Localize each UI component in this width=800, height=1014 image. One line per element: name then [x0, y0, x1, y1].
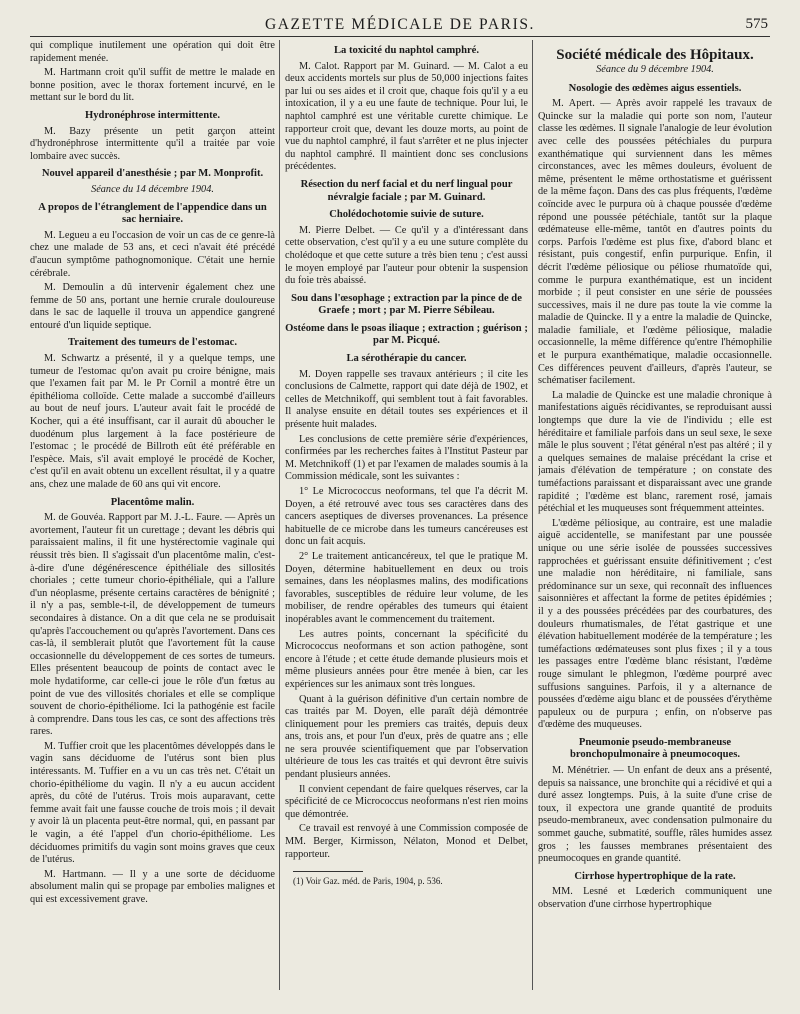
header-rule — [30, 36, 770, 37]
paragraph: M. Calot. Rapport par M. Guinard. — M. Calot a eu deux accidents mortels sur plus de 50,000 injections faites par lui ou ses aides et il croit que, chaque fois qu'il y a eu intoxication, il y a eu une faute de technique. Pour lui, le naphtol camphré est une véritable curette chimique. Le rapporteur croit que, devant les douze morts, au point de vue du naphtol camphré, il faut s'arrêter et ne plus injecter du naphtol camphré. Il maintient donc ses conclusions précédentes. — [285, 60, 528, 173]
paragraph: M. Hartmann. — Il y a une sorte de déciduome absolument malin qui se propage par embolies malignes et qui est excessivement grave. — [30, 868, 275, 905]
section-heading: La toxicité du naphtol camphré. — [333, 45, 480, 56]
section-heading: Résection du nerf facial et du nerf lingual pour névralgie faciale ; par M. Guinard. — [300, 178, 513, 203]
paragraph: Ce travail est renvoyé à une Commission composée de MM. Berger, Kirmisson, Nélaton, Monod et Delbet, rapporteur. — [285, 823, 528, 860]
page-number: 575 — [745, 16, 768, 32]
section-heading: Cirrhose hypertrophique de la rate. — [574, 870, 736, 882]
section-heading: Cholédochotomie suivie de suture. — [329, 209, 484, 221]
society-heading: Société médicale des Hôpitaux. — [556, 47, 754, 63]
paragraph: M. Bazy présente un petit garçon atteint d'hydronéphrose intermittente qu'il a traitée par voie lombaire avec succès. — [30, 125, 275, 162]
section-heading: Ostéome dans le psoas iliaque ; extraction ; guérison ; par M. Picqué. — [285, 322, 528, 347]
session-date: Séance du 14 décembre 1904. — [91, 183, 214, 195]
column-divider-2 — [532, 40, 533, 990]
paragraph: La maladie de Quincke est une maladie chronique à manifestations aiguës récidivantes, se reproduisant aussi longtemps que dure la vie de l'individu ; elle est héréditaire et familiale parfois dans un seul sexe, le sexe mâle le plus souvent ; l'état général n'est pas altéré ; il y a quelques semaines de malaise précédant la crise et jamais d'élévation de température ; on constate des tuméfactions paraissant et disparaissant avec une grande rapidité ; l'œdème est blanc, rarement rosé, jamais pétéchial et les muqueuses sont fréquemment atteintes. — [538, 389, 772, 515]
paragraph: M. Legueu a eu l'occasion de voir un cas de ce genre-là chez une malade de 53 ans, et ceci n'avait été précédé d'aucun symptôme pathognomonique. C'était une hernie cérébrale. — [30, 229, 275, 279]
column-3 — [538, 40, 772, 1000]
session-date: Séance du 9 décembre 1904. — [596, 64, 714, 75]
paragraph: M. Doyen rappelle ses travaux antérieurs ; il cite les conclusions de Calmette, rapport qui date déjà de 1902, et celles de Metchnikoff, qui semblent tout à fait favorables. Il analyse ensuite en détail toutes ses expériences et il présente huit malades. — [285, 368, 528, 431]
section-heading: A propos de l'étranglement de l'appendice dans un sac herniaire. — [38, 201, 267, 226]
paragraph: M. Apert. — Après avoir rappelé les travaux de Quincke sur la maladie qui porte son nom, l'auteur classe les œdèmes. Il signale l'analogie de leur évolution avec celle des poussées pétéchiales du purpura exanthématique qui surviennent dans les mêmes circonstances, avec les mêmes douleurs, évoluent de même, présentent le même orthostatisme et guérissent de la même façon. Dans des cas plus fréquents, l'œdème coïncide avec le purpura où à chaque poussée d'œdème répond une poussée pétéchiale, tantôt sur la plaque œdémateuse elle-même, tantôt en d'autres points du corps. Parfois l'œdème est plus fixe, d'abord blanc et résistant, puis congestif, enfin purpurique. Enfin, il décrit l'œdème péliosique ou péliose rhumatoïde qui, comme le purpura exanthématique, est un incident morbide ; il peut consister en une série de poussées successives, mais il ne dure pas toute la vie comme la maladie de Quincke. Il y a entre la maladie de Quincke, maladie familiale, et l'œdème péliosique, maladie occasionnelle, la même différence qu'entre l'hémophilie et le purpura exanthématique, maladie occasionnelle. Ces différences peuvent d'ailleurs, d'après l'auteur, se schématiser facilement. — [538, 98, 772, 387]
footnote: (1) Voir Gaz. méd. de Paris, 1904, p. 536. — [293, 876, 443, 887]
paragraph: qui complique inutilement une opération qui doit être rapidement menée. — [30, 40, 275, 64]
section-heading: Sou dans l'œsophage ; extraction par la pince de de Graefe ; mort ; par M. Pierre Sébileau. — [291, 292, 522, 317]
paragraph: M. Tuffier croit que les placentômes développés dans le vagin sans déciduome de l'utérus sont bien plus intéressants. M. Tuffier en a vu un cas très net. C'était un chorio-épithéliome du vagin. Il n'y a eu aucun accident après, du côté de l'utérus. Trois mois auparavant, cette femme avait fait une fausse couche de trois mois ; il devait y avoir là un placenta peut-être normal, qui, en passant par le vagin, a été l'appel d'un chorio-épithéliome. Les déciduomes primitifs du vagin sont moins graves que ceux de l'utérus. — [30, 740, 275, 866]
paragraph: M. Demoulin a dû intervenir également chez une femme de 50 ans, portant une hernie crurale douloureuse dans le sac de laquelle il trouva un appendice gangrené entouré d'un liquide septique. — [30, 282, 275, 331]
paragraph: MM. Lesné et Lœderich communiquent une observation d'une cirrhose hypertrophique — [538, 886, 772, 910]
paragraph: M. de Gouvéa. Rapport par M. J.-L. Faure. — Après un avortement, l'auteur fit un curettage ; devant les débris qui paraissaient malins, il fit une hystérectomie vaginale qui réussit très bien. Il s'agissait d'un placentôme malin, c'est-à-dire d'une dégénérescence épithéliale des sillosités choriales ; cette tumeur chorio-épithéliale, qui a l'allure d'un néoplasme, présente certains caractères de bénignité ; il n'y a pas, semble-t-il, de développement de tumeurs secondaires à distance. On a dit que cela ne se produisait qu'après l'accouchement ou qu'après l'avortement. Dans ces cas-là, il semblerait plutôt que l'avortement fût la cause occasionnelle du développement de ces sortes de tumeurs. Elles présentent beaucoup de points de contact avec le mole hydatiforme, car celle-ci joue le rôle d'un fœtus au point de vue des villosités choriales et elle se complique souvent de chorio-épithéliome. Ici la pathogénie est facile à comprendre. Dans tous les cas, ce sont des affections très rares. — [30, 512, 275, 738]
paragraph: M. Pierre Delbet. — Ce qu'il y a d'intéressant dans cette observation, c'est qu'il y a eu une suture complète du cholédoque et que cette suture a très bien tenu ; c'est aussi le moyen employé par l'auteur pour obtenir la suspension du foie très abaissé. — [285, 224, 528, 287]
paragraph: 2° Le traitement anticancéreux, tel que le pratique M. Doyen, détermine habituellement en deux ou trois semaines, dans les néoplasmes malins, des modifications favorables, susceptibles de réduire leur volume, de les mobiliser, de rendre opérables des tumeurs qui étaient inopérables avant le commencement du traitement. — [285, 550, 528, 625]
column-divider-1 — [279, 40, 280, 990]
column-2-body — [285, 45, 528, 861]
paragraph: Les autres points, concernant la spécificité du Micrococcus neoformans et son action pathogène, sont encore à l'étude ; et cette étude demande plusieurs mois et même plusieurs années pour être menée à bien, car les expériences sur les animaux sont très longues. — [285, 628, 528, 690]
footnote-rule — [293, 871, 363, 872]
column-2 — [285, 40, 528, 1000]
paragraph: L'œdème péliosique, au contraire, est une maladie aiguë accidentelle, se manifestant par une poussée unique ou une série isolée de poussées successives rapprochées et guérissant ensuite définitivement ; c'est une maladie non héréditaire, ni familiale, sans prédominance sur un sexe, qui reconnaît des influences saisonnières et affectant la forme de petites épidémies ; il y a des poussées précédées par des courbatures, des douleurs rhumatismales, de l'état gastrique et une élévation habituellement modérée de la température ; les tuméfactions œdémateuses sont plus fixes ; il y a tous les passages entre l'œdème blanc résistant, l'œdème rouge simulant le phlegmon, l'œdème pourpré avec suffusions sanguines. Parfois, il y a alternance de poussées d'œdème aigu blanc et de poussées d'érythème papuleux ou de purpura ; enfin, on n'observe pas d'œdème des muqueuses. — [538, 517, 772, 731]
paragraph: M. Ménétrier. — Un enfant de deux ans a présenté, depuis sa naissance, une bronchite qui a récidivé et qui a duré assez longtemps. Puis, à la suite d'une crise de toux, il expectora une grande quantité de produits pseudo-membraneux, avec condensation pulmonaire du sommet gauche, submatité, souffle, râles humides assez gros ; les fausses membranes présentaient des pneumocoques en grande quantité. — [538, 765, 772, 865]
paragraph: 1° Le Micrococcus neoformans, tel que l'a décrit M. Doyen, a été retrouvé avec tous ses caractères dans des cancers aseptiques de diverses provenances. La présence habituelle de ce microbe dans les tumeurs cancéreuses est donc un fait acquis. — [285, 486, 528, 548]
section-heading: La sérothérapie du cancer. — [346, 353, 467, 365]
column-3-body — [538, 83, 772, 912]
paragraph: M. Hartmann croit qu'il suffit de mettre le malade en bonne position, avec le thorax fortement incurvé, en le mettant sur le bord du lit. — [30, 67, 275, 104]
paragraph: Quant à la guérison définitive d'un certain nombre de cas traités par M. Doyen, elle paraît déjà démontrée cliniquement pour les premiers cas traités, depuis deux ans, trois ans, et pour l'un d'eux, près de quatre ans ; elle ne sera prouvée scientifiquement que par l'observation ultérieure de tous les cas traités et qui devront être suivis pendant plusieurs années. — [285, 693, 528, 781]
section-heading: Nouvel appareil d'anesthésie ; par M. Monprofit. — [41, 168, 264, 180]
column-1 — [30, 40, 275, 1000]
section-heading: Placentôme malin. — [110, 496, 195, 508]
section-heading: Pneumonie pseudo-membraneuse bronchopulmonaire à pneumocoques. — [569, 736, 741, 761]
section-heading: Traitement des tumeurs de l'estomac. — [68, 337, 237, 349]
section-heading: Hydronéphrose intermittente. — [85, 109, 220, 121]
section-heading: Nosologie des œdèmes aigus essentiels. — [568, 82, 742, 94]
paragraph: M. Schwartz a présenté, il y a quelque temps, une tumeur de l'estomac qu'on avait pu croire bénigne, mais que l'examen fait par M. le Pr Cornil a montré être un épithélioma colloïde. Cette malade a succombé d'ailleurs au bout de neuf jours. L'auteur avait fait le procédé de Kocher, qui a été insuffisant, car il aurait dû aboucher le duodénum plus largement à la face postérieure de l'estomac ; le procédé de Billroth eût été préférable en l'espèce. Mais, s'il avait employé le procédé de Kocher, c'est qu'il en avait obtenu un excellent résultat, il y a quatre ans, chez une malade de 60 ans qui vit encore. — [30, 353, 275, 490]
paragraph: Les conclusions de cette première série d'expériences, confirmées par les recherches faites à l'Institut Pasteur par M. Metchnikoff (1) et par l'examen de malades soumis à la Commission médicale, sont les suivantes : — [285, 433, 528, 483]
journal-title: GAZETTE MÉDICALE DE PARIS. — [264, 16, 536, 33]
paragraph: Il convient cependant de faire quelques réserves, car la spécificité de ce Micrococcus neoformans n'est rien moins que démontrée. — [285, 783, 528, 820]
